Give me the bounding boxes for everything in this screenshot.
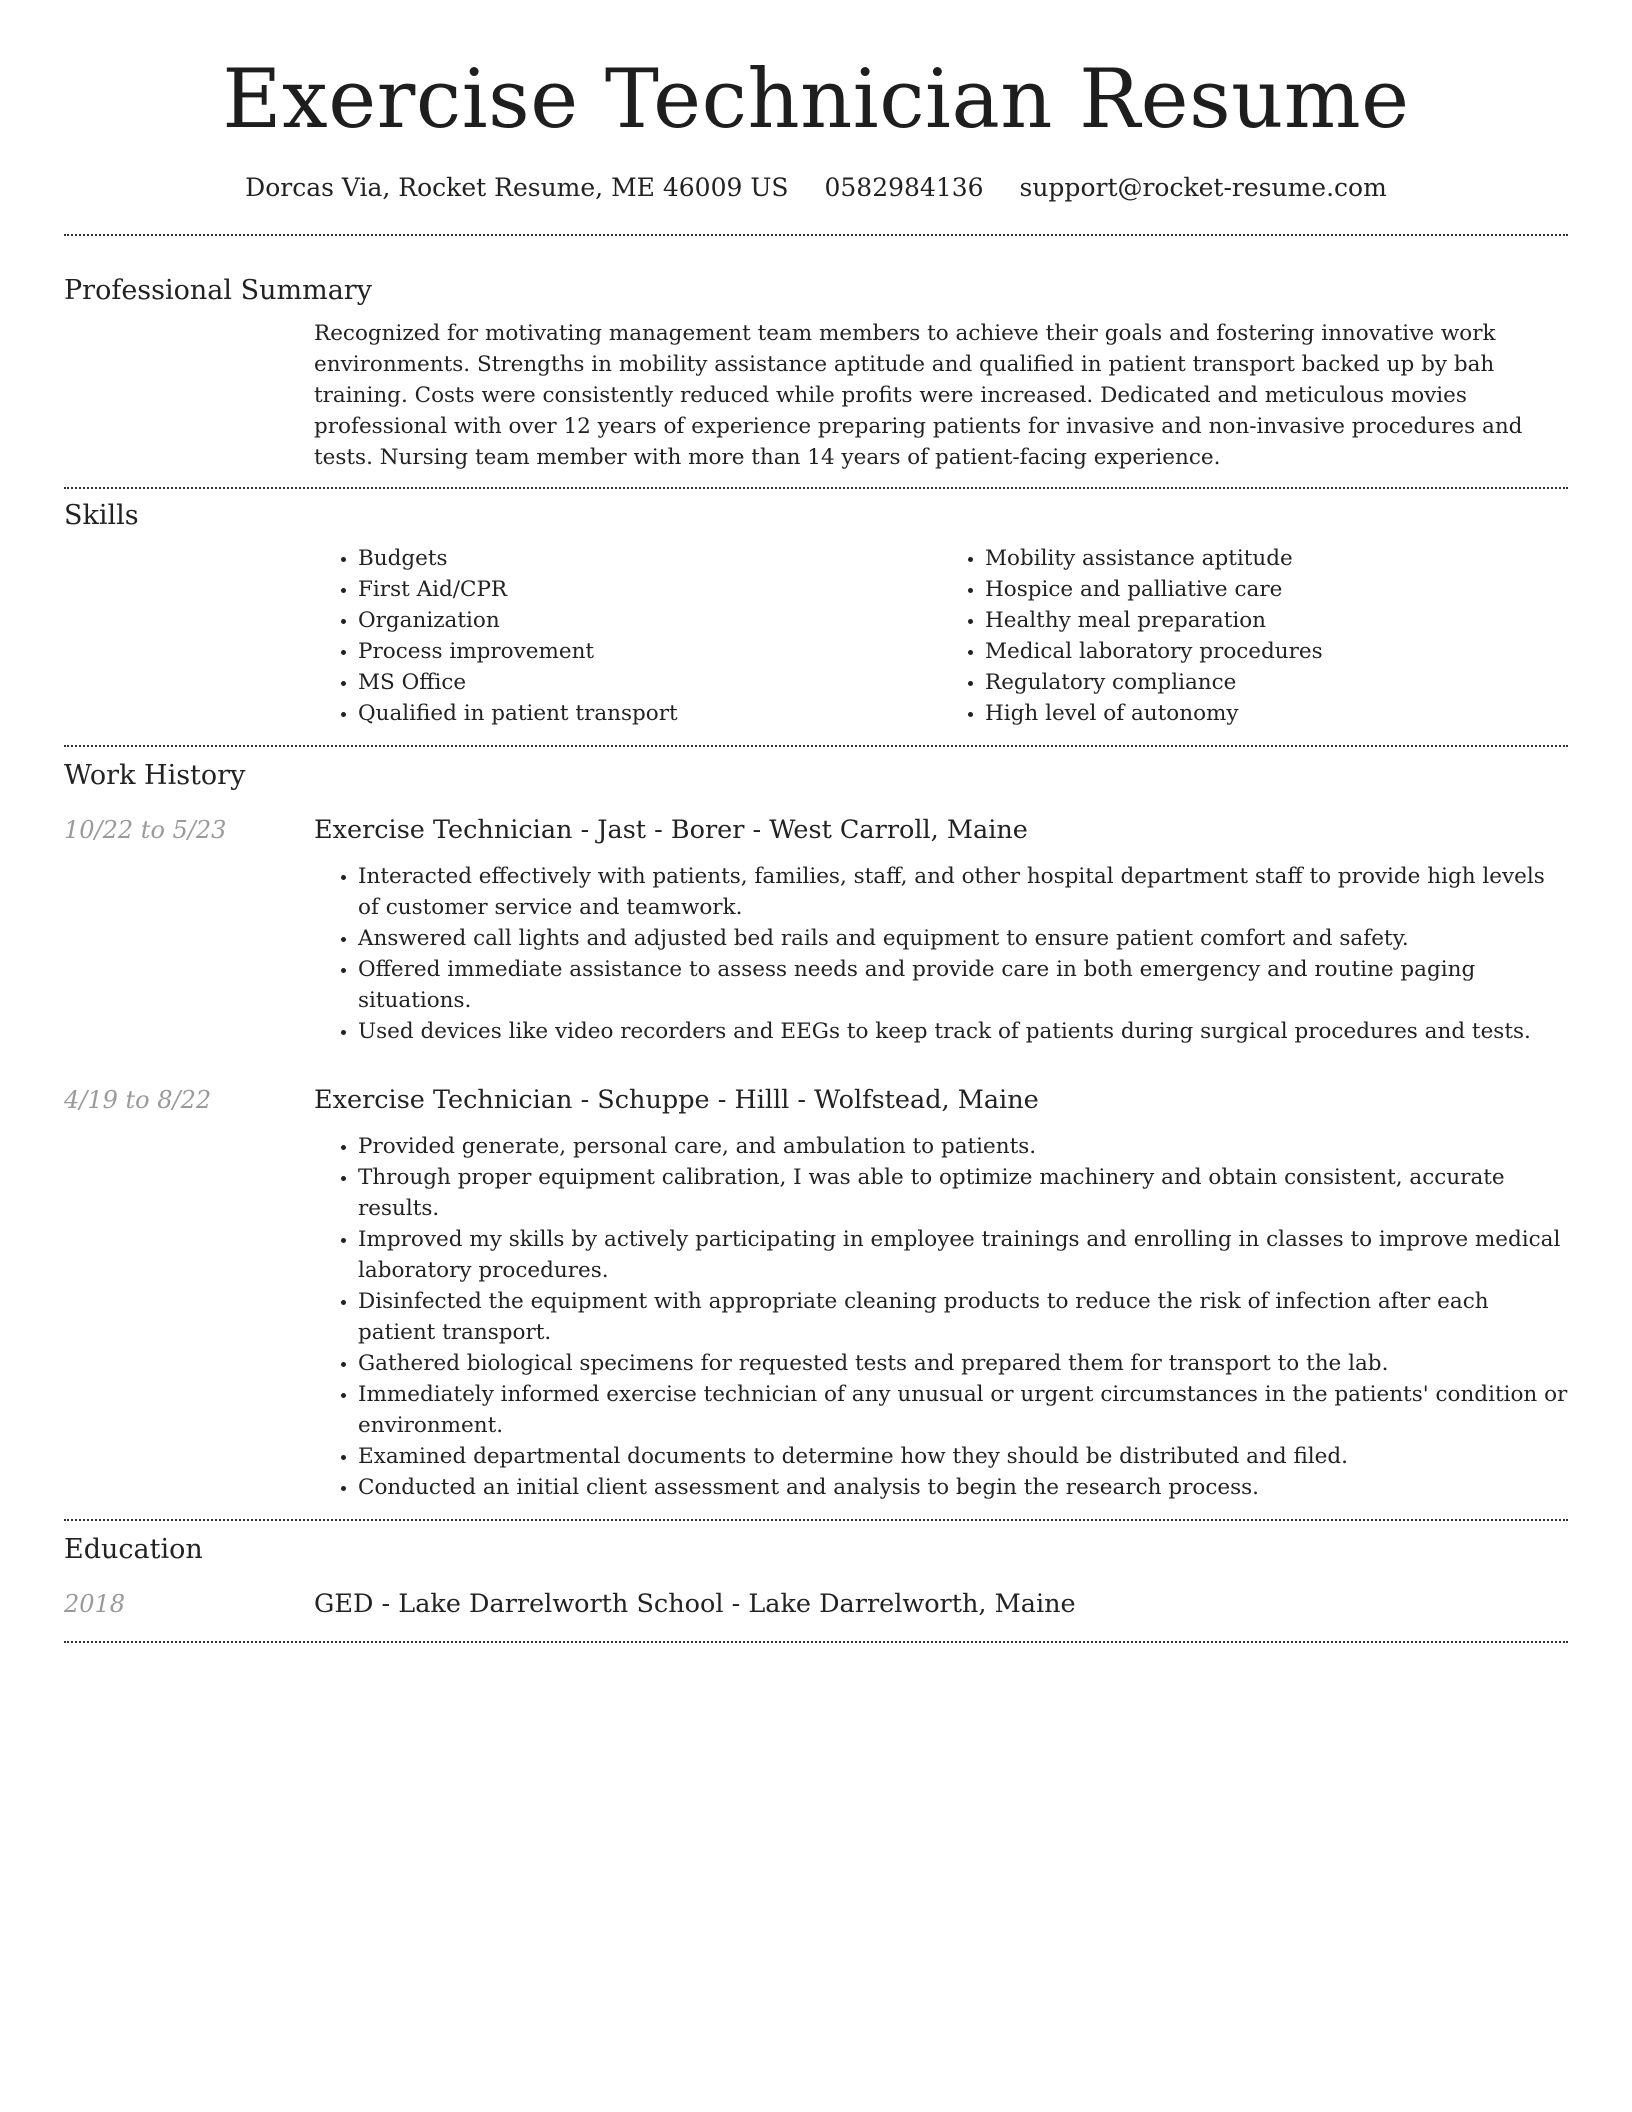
job-bullets bbox=[314, 861, 1568, 1047]
skill-item: • Qualified in patient transport bbox=[358, 698, 941, 729]
skill-item: • Healthy meal preparation bbox=[985, 605, 1568, 636]
job-bullet: • Immediately informed exercise technician of any unusual or urgent circumstances in the patients' condition or environment. bbox=[358, 1379, 1568, 1441]
contact-phone: 0582984136 bbox=[824, 173, 984, 202]
resume-title: Exercise Technician Resume bbox=[222, 53, 1410, 147]
contact-address: Dorcas Via, Rocket Resume, ME 46009 US bbox=[245, 173, 789, 202]
skill-item: • Mobility assistance aptitude bbox=[985, 543, 1568, 574]
job-bullet: • Gathered biological specimens for requested tests and prepared them for transport to the lab. bbox=[358, 1348, 1568, 1379]
work-section bbox=[64, 759, 1568, 1503]
job-bullet: • Offered immediate assistance to assess needs and provide care in both emergency and routine paging situations. bbox=[358, 954, 1568, 1016]
education-section bbox=[64, 1533, 1568, 1621]
skill-item: • First Aid/CPR bbox=[358, 574, 941, 605]
education-title: GED - Lake Darrelworth School - Lake Darrelworth, Maine bbox=[314, 1589, 1076, 1619]
divider bbox=[64, 1519, 1568, 1521]
skill-item: • Organization bbox=[358, 605, 941, 636]
skill-item: • Budgets bbox=[358, 543, 941, 574]
skill-item: • High level of autonomy bbox=[985, 698, 1568, 729]
summary-heading: Professional Summary bbox=[64, 275, 372, 306]
skill-item: • Hospice and palliative care bbox=[985, 574, 1568, 605]
summary-text: Recognized for motivating management team members to achieve their goals and fostering innovative work environments. Strengths in mobility assistance aptitude and qualified in patient transport backed up by bah training. Costs were consistently reduced while profits were increased. Dedicated and meticulous movies professional with over 12 years of experience preparing patients for invasive and non-invasive procedures and tests. Nursing team member with more than 14 years of patient-facing experience. bbox=[314, 321, 1523, 470]
job-bullet: • Improved my skills by actively participating in employee trainings and enrolling in classes to improve medical laboratory procedures. bbox=[358, 1224, 1568, 1286]
job-entry bbox=[64, 813, 1568, 1047]
divider bbox=[64, 234, 1568, 236]
skills-list-right bbox=[941, 543, 1568, 729]
job-title: Exercise Technician - Schuppe - Hilll - Wolfstead, Maine bbox=[314, 1085, 1039, 1115]
job-bullet: • Through proper equipment calibration, I was able to optimize machinery and obtain consistent, accurate results. bbox=[358, 1162, 1568, 1224]
job-entry bbox=[64, 1083, 1568, 1503]
job-title: Exercise Technician - Jast - Borer - West Carroll, Maine bbox=[314, 815, 1028, 845]
divider bbox=[64, 1641, 1568, 1643]
skills-heading: Skills bbox=[64, 500, 139, 531]
skill-item: • MS Office bbox=[358, 667, 941, 698]
skill-item: • Regulatory compliance bbox=[985, 667, 1568, 698]
contact-line bbox=[64, 172, 1568, 204]
job-bullet: • Disinfected the equipment with appropriate cleaning products to reduce the risk of infection after each patient transport. bbox=[358, 1286, 1568, 1348]
job-bullet: • Used devices like video recorders and EEGs to keep track of patients during surgical procedures and tests. bbox=[358, 1016, 1568, 1047]
summary-section bbox=[64, 274, 1568, 473]
job-bullet: • Interacted effectively with patients, families, staff, and other hospital department staff to provide high levels of customer service and teamwork. bbox=[358, 861, 1568, 923]
work-heading: Work History bbox=[64, 760, 246, 791]
skill-item: • Process improvement bbox=[358, 636, 941, 667]
job-bullet: • Conducted an initial client assessment and analysis to begin the research process. bbox=[358, 1472, 1568, 1503]
contact-email: support@rocket-resume.com bbox=[1019, 173, 1387, 202]
job-bullet: • Examined departmental documents to determine how they should be distributed and filed. bbox=[358, 1441, 1568, 1472]
divider bbox=[64, 487, 1568, 489]
skills-section bbox=[64, 499, 1568, 729]
job-bullet: • Answered call lights and adjusted bed rails and equipment to ensure patient comfort and safety. bbox=[358, 923, 1568, 954]
job-dates: 4/19 to 8/22 bbox=[64, 1086, 212, 1114]
education-heading: Education bbox=[64, 1534, 203, 1565]
skills-list-left bbox=[314, 543, 941, 729]
job-bullet: • Provided generate, personal care, and ambulation to patients. bbox=[358, 1131, 1568, 1162]
divider bbox=[64, 745, 1568, 747]
job-bullets bbox=[314, 1131, 1568, 1503]
job-dates: 10/22 to 5/23 bbox=[64, 816, 227, 844]
education-year: 2018 bbox=[64, 1590, 126, 1618]
education-entry bbox=[64, 1587, 1568, 1621]
skill-item: • Medical laboratory procedures bbox=[985, 636, 1568, 667]
